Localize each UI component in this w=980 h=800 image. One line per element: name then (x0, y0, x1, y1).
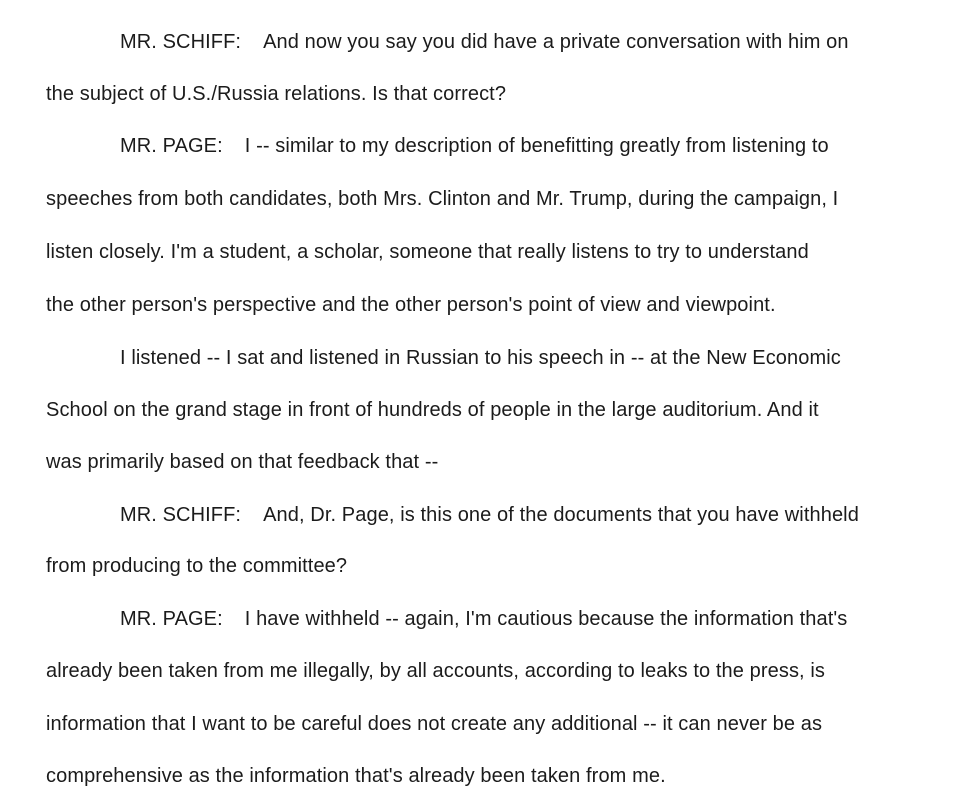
line-text: from producing to the committee? (46, 555, 348, 577)
transcript-line-1 (120, 29, 849, 55)
transcript-line-13 (46, 658, 825, 684)
transcript-line-2 (46, 81, 506, 107)
transcript-line-4 (46, 186, 838, 212)
transcript-line-15 (46, 763, 666, 789)
speaker-label: MR. SCHIFF: (120, 504, 242, 526)
transcript-line-14 (46, 711, 822, 737)
transcript-line-7 (120, 345, 841, 371)
transcript-line-8 (46, 397, 819, 423)
line-text: And now you say you did have a private conversation with him on (263, 31, 849, 53)
line-text: listen closely. I'm a student, a scholar, someone that really listens to try to understand (46, 241, 809, 263)
line-text: speeches from both candidates, both Mrs. Clinton and Mr. Trump, during the campaign, I (46, 188, 839, 210)
line-text: School on the grand stage in front of hundreds of people in the large auditorium. And it (46, 399, 819, 421)
transcript-line-6 (46, 292, 776, 318)
speaker-label: MR. PAGE: (120, 135, 223, 157)
line-text: information that I want to be careful does not create any additional -- it can never be as (46, 713, 823, 735)
line-text: I listened -- I sat and listened in Russian to his speech in -- at the New Economic (120, 347, 841, 369)
line-text: comprehensive as the information that's already been taken from me. (46, 765, 666, 787)
transcript-line-11 (46, 553, 347, 579)
transcript-line-5 (46, 239, 809, 265)
line-text: And, Dr. Page, is this one of the documents that you have withheld (263, 504, 859, 526)
line-text: I have withheld -- again, I'm cautious because the information that's (244, 608, 848, 630)
transcript-line-3 (120, 133, 829, 159)
transcript-line-12 (120, 606, 847, 632)
speaker-label: MR. SCHIFF: (120, 31, 242, 53)
line-text: I -- similar to my description of benefitting greatly from listening to (244, 135, 829, 157)
speaker-label: MR. PAGE: (120, 608, 223, 630)
line-text: the other person's perspective and the other person's point of view and viewpoint. (46, 294, 776, 316)
line-text: was primarily based on that feedback that -- (46, 451, 439, 473)
transcript-line-9 (46, 449, 438, 475)
line-text: already been taken from me illegally, by all accounts, according to leaks to the press, is (46, 660, 826, 682)
transcript-line-10 (120, 502, 859, 528)
line-text: the subject of U.S./Russia relations. Is that correct? (46, 83, 507, 105)
